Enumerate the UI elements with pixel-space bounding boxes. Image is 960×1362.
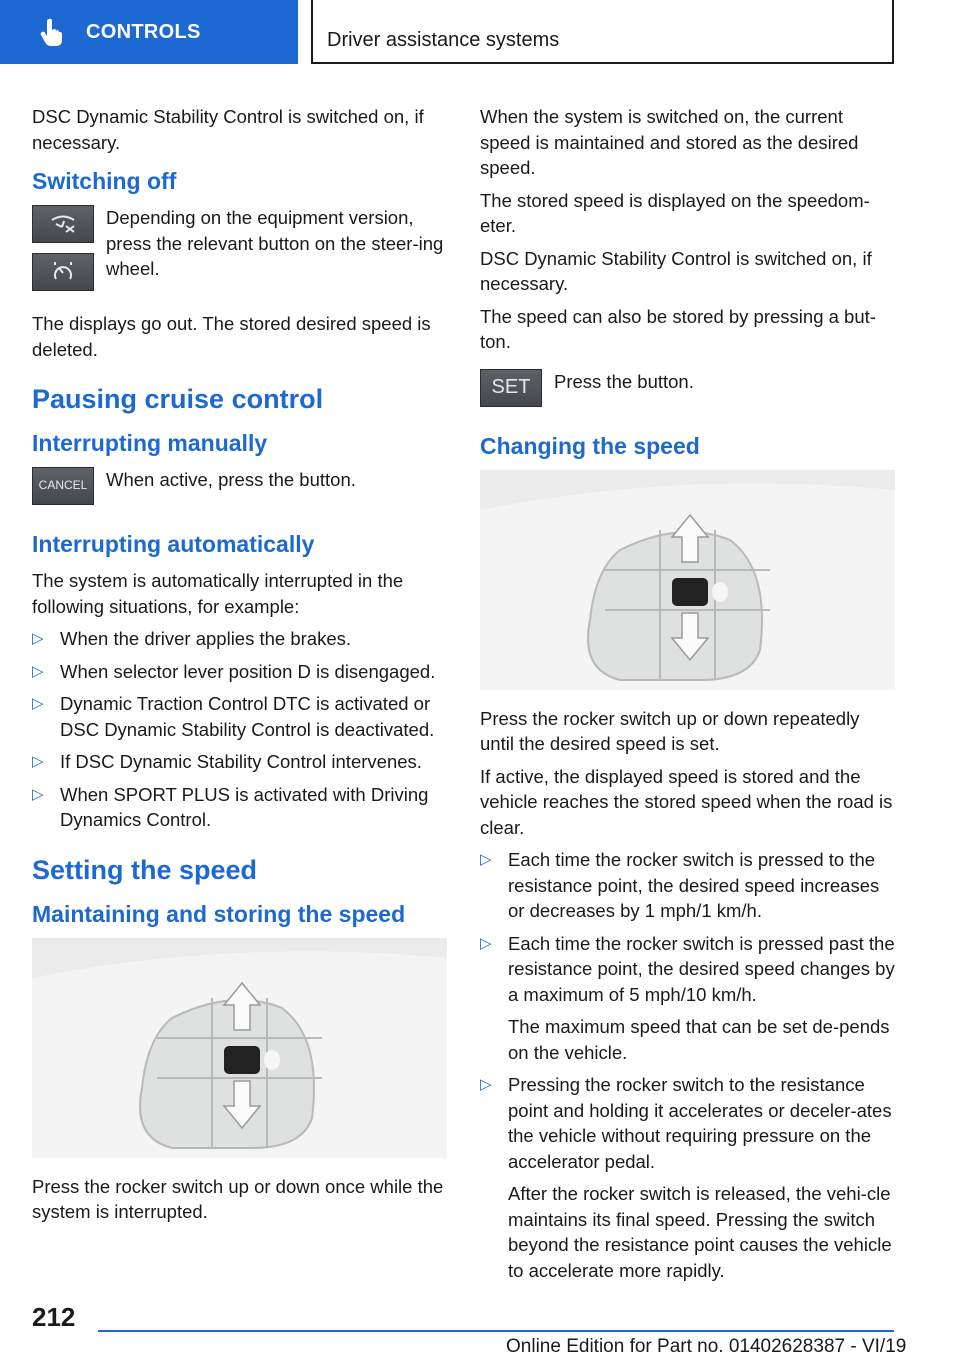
heading-changing-speed: Changing the speed [480, 432, 700, 459]
heading-interrupting-automatically: Interrupting automatically [32, 531, 315, 557]
paragraph: Press the rocker switch up or down once while the system is interrupted. [32, 1175, 444, 1222]
paragraph: If active, the displayed speed is stored and the vehicle reaches the stored speed when the road is clear. [480, 765, 893, 838]
cancel-block [32, 467, 450, 515]
triangle-bullet-icon: ▷ [480, 1076, 492, 1093]
heading-maintaining-speed: Maintaining and storing the speed [32, 900, 406, 927]
triangle-bullet-icon: ▷ [480, 851, 492, 868]
paragraph: DSC Dynamic Stability Control is switched on, if necessary. [480, 247, 872, 294]
section-tab [0, 0, 298, 64]
triangle-bullet-icon: ▷ [32, 695, 44, 712]
triangle-bullet-icon: ▷ [32, 785, 44, 803]
steering-wheel-rocker-switch-photo [480, 470, 895, 690]
cancel-button-icon: CANCEL [32, 467, 94, 505]
left-column [32, 104, 450, 1232]
list-item: ▷ Pressing the rocker switch to the resistance point and holding it accelerates or deceler‐ates the vehicle without requiring pressure on the accelerator pedal. After the rocker switch is released, the vehi‐cle maintains its final speed. Pressing the switch beyond the resistance point causes the vehicle to accelerate more rapidly. [480, 1074, 892, 1281]
footer-divider [98, 1330, 894, 1332]
chapter-header [311, 0, 894, 64]
list-item: ▷ Each time the rocker switch is pressed past the resistance point, the desired speed changes by a maximum of 5 mph/10 km/h. The maximum speed that can be set de‐pends on the vehicle. [480, 932, 895, 1063]
heading-interrupting-manually: Interrupting manually [32, 430, 268, 456]
page-number: 212 [32, 1302, 76, 1332]
interrupt-manual-text: When active, press the button. [106, 469, 356, 490]
paragraph: The system is automatically interrupted in the following situations, for example: [32, 570, 404, 617]
section-tab-label: CONTROLS [86, 20, 201, 43]
list-item: ▷ Dynamic Traction Control DTC is activated or DSC Dynamic Stability Control is deactivated. [32, 693, 435, 740]
paragraph: DSC Dynamic Stability Control is switched on, if necessary. [32, 106, 424, 153]
heading-switching-off: Switching off [32, 168, 177, 194]
list-item: ▷ If DSC Dynamic Stability Control intervenes. [32, 749, 450, 775]
cruise-control-off-icon [32, 205, 94, 243]
triangle-bullet-icon: ▷ [32, 662, 44, 680]
heading-pausing-cruise-control: Pausing cruise control [32, 384, 324, 414]
set-text: Press the button. [554, 370, 694, 392]
list-item: ▷ When the driver applies the brakes. [32, 626, 450, 652]
triangle-bullet-icon: ▷ [32, 630, 44, 647]
chapter-title: Driver assistance systems [327, 29, 560, 51]
paragraph: The displays go out. The stored desired speed is deleted. [32, 313, 431, 360]
steering-wheel-rocker-switch-photo [32, 938, 447, 1158]
right-column [480, 104, 898, 1291]
switching-off-text: Depending on the equipment version, press the relevant button on the steer‐ing wheel. [106, 207, 444, 279]
heading-setting-speed: Setting the speed [32, 854, 258, 885]
paragraph: The speed can also be stored by pressing a but‐ton. [480, 305, 876, 352]
interrupt-list [32, 626, 450, 833]
list-item: ▷ Each time the rocker switch is pressed to the resistance point, the desired speed increases or decreases by 1 mph/1 km/h. [480, 849, 880, 921]
switching-off-block [32, 205, 450, 301]
paragraph: The stored speed is displayed on the speedom‐eter. [480, 189, 870, 236]
set-block [480, 369, 898, 417]
limiter-off-icon [32, 253, 94, 291]
paragraph: When the system is switched on, the current speed is maintained and stored as the desired speed. [480, 106, 859, 178]
triangle-bullet-icon: ▷ [480, 934, 492, 952]
hand-pointer-icon [40, 17, 66, 47]
list-item: ▷ When SPORT PLUS is activated with Driving Dynamics Control. [32, 783, 429, 830]
list-item: ▷ When selector lever position D is disengaged. [32, 659, 450, 685]
change-speed-list [480, 847, 898, 1283]
set-button-icon: SET [480, 369, 542, 407]
triangle-bullet-icon: ▷ [32, 753, 44, 770]
edition-text: Online Edition for Part no. 01402628387 - VI/19 [506, 1336, 907, 1357]
paragraph: Press the rocker switch up or down repeatedly until the desired speed is set. [480, 707, 860, 754]
